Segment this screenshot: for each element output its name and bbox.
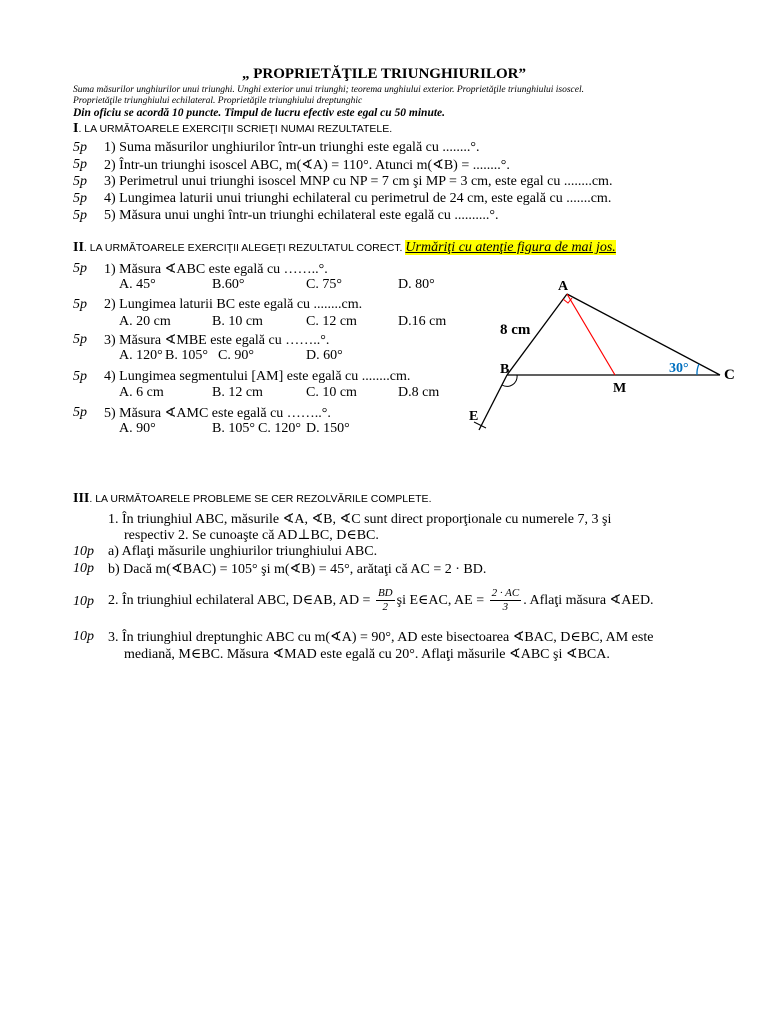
problem-1b-points: 10p <box>73 561 94 576</box>
s2-q2-option-b: B. 10 cm <box>212 314 263 329</box>
label-m: M <box>613 381 627 396</box>
fraction-1-numerator: BD <box>377 587 393 600</box>
s1-q4-text: 4) Lungimea laturii unui triunghi echilateral cu perimetrul de 24 cm, este egală cu .......cm. <box>104 191 612 206</box>
s2-q5-option-a: A. 90° <box>119 421 156 436</box>
problem-1a-text: a) Aflaţi măsurile unghiurilor triunghiului ABC. <box>108 544 378 559</box>
triangle-figure-svg <box>462 272 742 442</box>
s1-q5-points: 5p <box>73 208 87 223</box>
s2-q3-text: 3) Măsura ∢MBE este egală cu ……..°. <box>104 333 330 348</box>
s2-q4-option-d: D.8 cm <box>398 385 440 400</box>
official-note: Din oficiu se acordă 10 puncte. Timpul de lucru efectiv este egal cu 50 minute. <box>73 107 446 119</box>
extension-be <box>479 375 507 430</box>
fraction-bd-over-2 <box>376 587 395 614</box>
s2-q5-text: 5) Măsura ∢AMC este egală cu ……..°. <box>104 406 331 421</box>
problem-2-points: 10p <box>73 594 94 609</box>
problem-1-line-2: respectiv 2. Se cunoaşte că AD⊥BC, D∈BC. <box>124 528 379 543</box>
angle-arc-c <box>697 364 699 375</box>
problem-3-line-2: mediană, M∈BC. Măsura ∢MAD este egală cu 20°. Aflaţi măsurile ∢ABC şi ∢BCA. <box>124 647 610 662</box>
s2-q4-option-b: B. 12 cm <box>212 385 263 400</box>
section-2-highlight: Urmăriţi cu atenţie figura de mai jos. <box>405 240 616 255</box>
s1-q1-text: 1) Suma măsurilor unghiurilor într-un triunghi este egală cu ........°. <box>104 140 480 155</box>
s2-q4-points: 5p <box>73 369 87 384</box>
s1-q2-text: 2) Într-un triunghi isoscel ABC, m(∢A) = 110°. Atunci m(∢B) = ........°. <box>104 158 510 173</box>
section-3-number: III <box>73 491 90 506</box>
problem-2-pre: 2. În triunghiul echilateral ABC, D∈AB, AD = <box>108 593 371 608</box>
s2-q3-points: 5p <box>73 332 87 347</box>
s2-q2-option-c: C. 12 cm <box>306 314 357 329</box>
triangle-figure <box>462 272 742 447</box>
s1-q3-points: 5p <box>73 174 87 189</box>
label-a: A <box>558 279 569 294</box>
s2-q3-option-d: D. 60° <box>306 348 343 363</box>
label-side-ab: 8 cm <box>500 322 531 338</box>
s2-q1-option-d: D. 80° <box>398 277 435 292</box>
s1-q3-text: 3) Perimetrul unui triunghi isoscel MNP cu NP = 7 cm şi MP = 3 cm, este egal cu ........cm. <box>104 174 613 189</box>
section-3-heading <box>73 491 431 507</box>
s2-q5-option-d: D. 150° <box>306 421 350 436</box>
s1-q5-text: 5) Măsura unui unghi într-un triunghi echilateral este egală cu ..........°. <box>104 208 499 223</box>
s2-q4-option-a: A. 6 cm <box>119 385 164 400</box>
fraction-2ac-over-3 <box>490 587 522 614</box>
problem-2-mid: şi E∈AC, AE = <box>396 593 485 608</box>
s2-q2-option-a: A. 20 cm <box>119 314 171 329</box>
s2-q1-option-b: B.60° <box>212 277 245 292</box>
s2-q1-option-c: C. 75° <box>306 277 342 292</box>
problem-1-line-1: 1. În triunghiul ABC, măsurile ∢A, ∢B, ∢C sunt direct proporţionale cu numerele 7, 3 şi <box>108 512 612 527</box>
s2-q1-text: 1) Măsura ∢ABC este egală cu ……..°. <box>104 262 328 277</box>
section-3-title: . LA URMĂTOARELE PROBLEME SE CER REZOLVĂRILE COMPLETE. <box>89 493 432 505</box>
label-b: B <box>500 362 510 377</box>
fraction-2-denominator: 3 <box>502 601 509 614</box>
label-c: C <box>724 367 735 383</box>
fraction-2-numerator: 2 · AC <box>491 587 520 600</box>
label-angle-c: 30° <box>669 361 689 376</box>
problem-1b-text: b) Dacă m(∢BAC) = 105° şi m(∢B) = 45°, arătaţi că AC = 2 · BD. <box>108 562 487 577</box>
section-2-title: . LA URMĂTOARELE EXERCIŢII ALEGEŢI REZULTATUL CORECT. <box>83 242 403 254</box>
topics-line-1: Suma măsurilor unghiurilor unui triunghi. Unghi exterior unui triunghi; teorema unghiului exterior. Proprietăţile triunghiului isoscel. <box>73 85 584 95</box>
s2-q1-points: 5p <box>73 261 87 276</box>
s1-q1-points: 5p <box>73 140 87 155</box>
s2-q2-text: 2) Lungimea laturii BC este egală cu ........cm. <box>104 297 363 312</box>
section-1-title: . LA URMĂTOARELE EXERCIŢII SCRIEŢI NUMAI REZULTATELE. <box>78 123 393 135</box>
s1-q4-points: 5p <box>73 191 87 206</box>
label-e: E <box>469 409 479 424</box>
problem-2-text <box>108 586 654 616</box>
s2-q5-points: 5p <box>73 405 87 420</box>
section-1-number: I <box>73 121 79 136</box>
problem-1a-points: 10p <box>73 544 94 559</box>
s2-q3-option-a: A. 120° <box>119 348 163 363</box>
s2-q1-option-a: A. 45° <box>119 277 156 292</box>
s2-q5-option-c: C. 120° <box>258 421 301 436</box>
fraction-1-denominator: 2 <box>382 601 389 614</box>
page-title: „ PROPRIETĂŢILE TRIUNGHIURILOR” <box>242 66 526 82</box>
side-ac <box>567 294 720 375</box>
topics-line-2: Proprietăţile triunghiului echilateral. Proprietăţile triunghiului dreptunghic <box>73 96 363 106</box>
problem-3-points: 10p <box>73 629 94 644</box>
problem-2-post: . Aflaţi măsura ∢AED. <box>523 593 654 608</box>
s2-q2-points: 5p <box>73 297 87 312</box>
s2-q4-option-c: C. 10 cm <box>306 385 357 400</box>
section-2-number: II <box>73 240 84 255</box>
section-2-heading <box>73 240 616 256</box>
problem-3-line-1: 3. În triunghiul dreptunghic ABC cu m(∢A) = 90°, AD este bisectoarea ∢BAC, D∈BC, AM este <box>108 630 654 645</box>
s2-q4-text: 4) Lungimea segmentului [AM] este egală cu ........cm. <box>104 369 411 384</box>
s2-q3-option-c: C. 90° <box>218 348 254 363</box>
s1-q2-points: 5p <box>73 157 87 172</box>
section-1-heading <box>73 121 392 137</box>
s2-q2-option-d: D.16 cm <box>398 314 447 329</box>
s2-q3-option-b: B. 105° <box>165 348 208 363</box>
s2-q5-option-b: B. 105° <box>212 421 255 436</box>
